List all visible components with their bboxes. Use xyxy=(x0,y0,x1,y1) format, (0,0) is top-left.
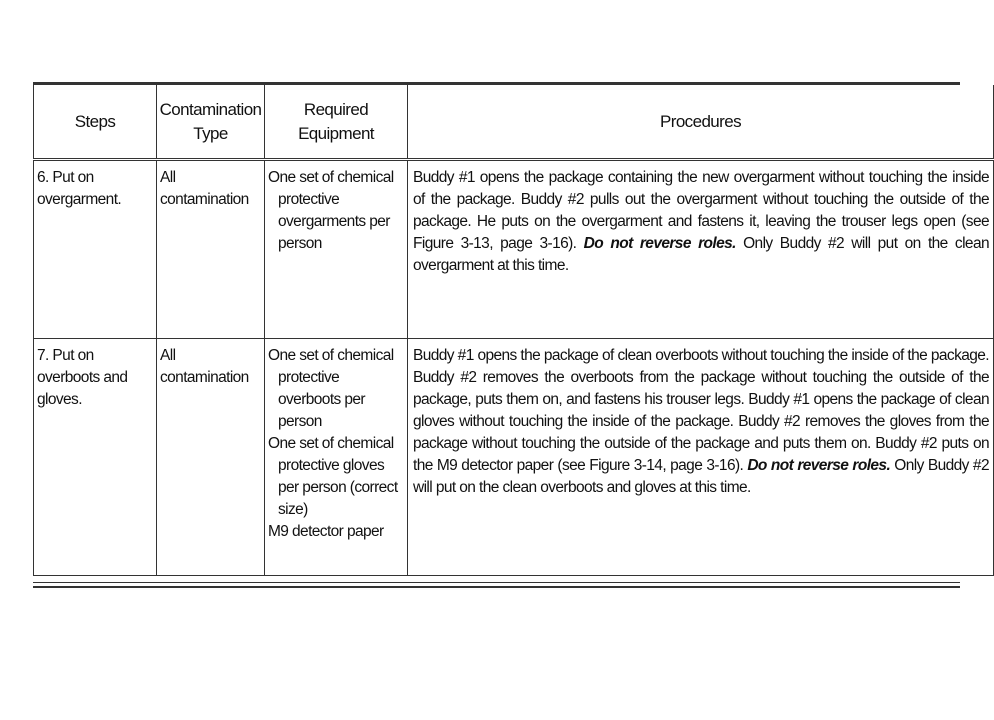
header-steps: Steps xyxy=(34,85,157,160)
equipment-item: One set of chemical protective overboots per person xyxy=(268,347,394,430)
header-required-equipment: Required Equipment xyxy=(265,85,408,160)
procedure-text-part: Only Buddy #2 will put on the clean overgarment at this time. xyxy=(413,235,989,274)
procedure-table xyxy=(33,85,994,576)
procedure-text-part: Buddy #1 opens the package of clean overboots without touching the inside of the package. Buddy #2 removes the overboots from the package without touching the outside of the package, puts them on, and fastens his trouser legs. Buddy #1 opens the package of clean gloves without touching the inside of the package. Buddy #2 removes the gloves from the package without touching the outside of the package and puts them on. Buddy #2 puts on the M9 detector paper (see Figure 3-14, page 3-16). xyxy=(413,347,989,474)
step-text: 7. Put on overboots and gloves. xyxy=(37,347,128,408)
equipment-item: One set of chemical protective gloves per person (correct size) xyxy=(268,435,398,518)
contamination-type-cell xyxy=(157,160,265,339)
table-header-row xyxy=(34,85,994,160)
procedure-cell xyxy=(408,160,994,339)
equipment-item: One set of chemical protective overgarments per person xyxy=(268,169,394,252)
required-equipment-cell xyxy=(265,339,408,576)
procedure-table-wrapper xyxy=(33,82,989,592)
header-contamination-type: Contamination Type xyxy=(157,85,265,160)
table-bottom-rule xyxy=(33,582,960,588)
table-row xyxy=(34,160,994,339)
procedure-text-part: Only Buddy #2 will put on the clean overboots and gloves at this time. xyxy=(413,457,989,496)
required-equipment-cell xyxy=(265,160,408,339)
equipment-list xyxy=(265,339,407,543)
procedure-emphasis: Do not reverse roles. xyxy=(583,235,736,252)
procedure-text xyxy=(408,339,993,499)
step-cell xyxy=(34,160,157,339)
equipment-item: M9 detector paper xyxy=(268,523,384,540)
header-procedures: Procedures xyxy=(408,85,994,160)
contamination-type-text: All contamination xyxy=(160,169,249,208)
procedure-emphasis: Do not reverse roles. xyxy=(747,457,891,474)
equipment-list xyxy=(265,161,407,255)
table-row xyxy=(34,339,994,576)
step-text: 6. Put on overgarment. xyxy=(37,169,122,208)
procedure-text xyxy=(408,161,993,277)
contamination-type-cell xyxy=(157,339,265,576)
contamination-type-text: All contamination xyxy=(160,347,249,386)
step-cell xyxy=(34,339,157,576)
procedure-cell xyxy=(408,339,994,576)
procedure-text-part: Buddy #1 opens the package containing the new overgarment without touching the inside of the package. Buddy #2 pulls out the overgarment without touching the outside of the package. He puts on the overgarment and fastens it, leaving the trouser legs open (see Figure 3-13, page 3-16). xyxy=(413,169,989,252)
